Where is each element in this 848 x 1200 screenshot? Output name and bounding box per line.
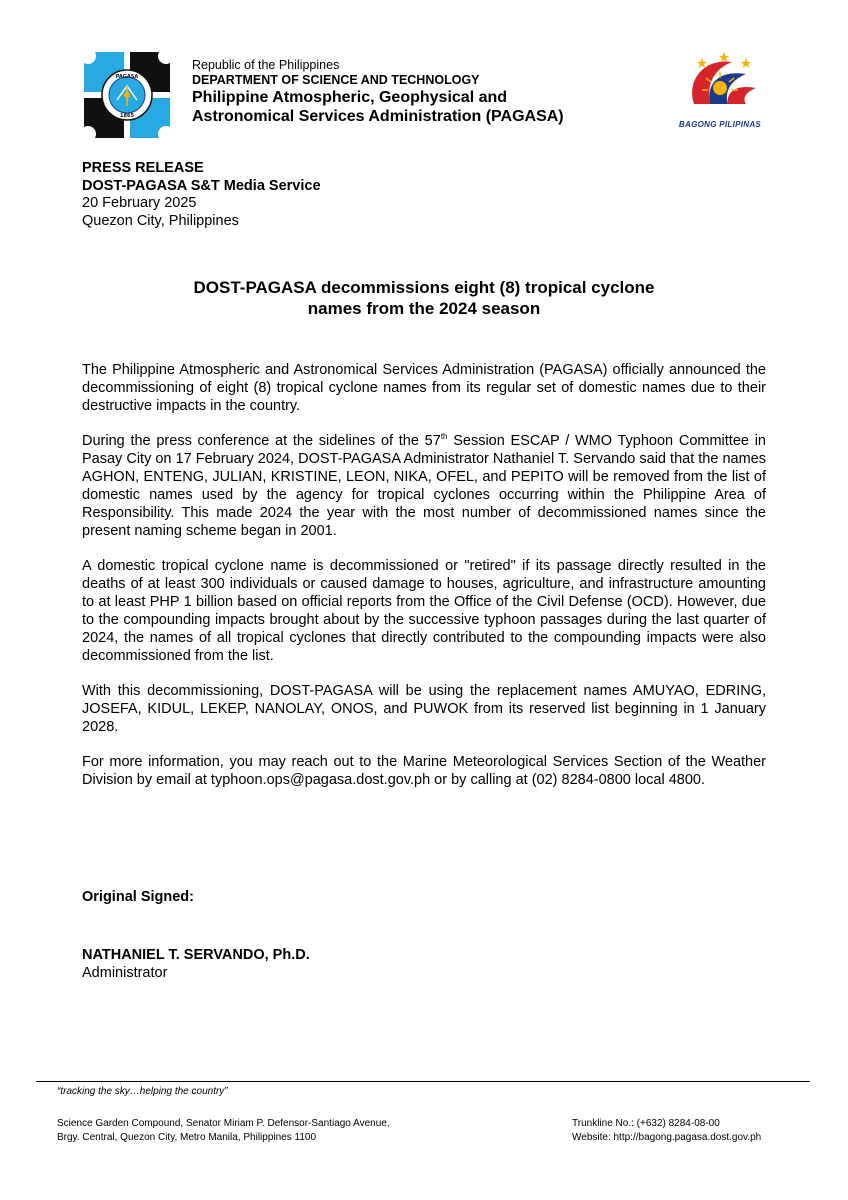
bagong-pilipinas-label: BAGONG PILIPINAS (678, 120, 762, 129)
seal-text-top: PAGASA (115, 74, 139, 80)
release-place: Quezon City, Philippines (82, 212, 239, 229)
footer-divider (36, 1081, 810, 1082)
footer-contact (572, 1117, 761, 1144)
paragraph-4: With this decommissioning, DOST-PAGASA will be using the replacement names AMUYAO, EDRING, JOSEFA, KIDUL, LEKEP, NANOLAY, ONOS, and PUWOK from its reserved list beginning in 1 January 2028. (82, 683, 766, 735)
agency-name-line2: Astronomical Services Administration (PAGASA) (192, 108, 564, 125)
headline-line2: names from the 2024 season (307, 299, 541, 318)
pagasa-seal-icon (80, 48, 174, 142)
signatory-position: Administrator (82, 965, 168, 981)
paragraph-2 (82, 432, 766, 540)
paragraph-2-start: During the press conference at the sidelines of the 57 (82, 433, 441, 449)
footer-tagline: “tracking the sky…helping the country” (57, 1086, 228, 1097)
bagong-pilipinas-logo-icon (676, 48, 766, 114)
press-release-label: PRESS RELEASE (82, 160, 204, 176)
trunkline-label: Trunkline No.: (+632) 8284-08-00 (572, 1118, 720, 1129)
media-service-label: DOST-PAGASA S&T Media Service (82, 177, 321, 194)
website-label: Website: http://bagong.pagasa.dost.gov.ph (572, 1131, 762, 1143)
paragraph-2-rest: Session ESCAP / WMO Typhoon Committee in Pasay City on 17 February 2024, DOST-PAGASA Administrator Nathaniel T. Servando said that the names AGHON, ENTENG, JULIAN, KRISTINE, LEON, NIKA, OFEL, and PEPITO will be removed from the list of domestic names used by the agency for tropical cyclones occurring within the Philippine Area of Responsibility. This made 2024 the year with the most number of decommissioned names since the present naming scheme began in 2001. (82, 433, 766, 539)
paragraph-5: For more information, you may reach out to the Marine Meteorological Services Section of the Weather Division by email at typhoon.ops@pagasa.dost.gov.ph or by calling at (02) 8284-0800 local 4800. (82, 754, 766, 788)
department-label: DEPARTMENT OF SCIENCE AND TECHNOLOGY (192, 73, 480, 87)
signatory-name: NATHANIEL T. SERVANDO, Ph.D. (82, 947, 310, 963)
seal-text-year: 1865 (120, 113, 134, 119)
address-line1: Science Garden Compound, Senator Miriam P. Defensor-Santiago Avenue, (57, 1118, 390, 1129)
paragraph-1: The Philippine Atmospheric and Astronomical Services Administration (PAGASA) officially announced the decommissioning of eight (8) tropical cyclone names from its regular set of domestic names due to their destructive impacts in the country. (82, 362, 766, 414)
agency-name-line1: Philippine Atmospheric, Geophysical and (192, 89, 508, 106)
headline-line1: DOST-PAGASA decommissions eight (8) tropical cyclone (193, 278, 655, 297)
agency-heading (192, 58, 652, 126)
release-date: 20 February 2025 (82, 195, 197, 211)
release-meta (82, 160, 321, 230)
republic-label: Republic of the Philippines (192, 58, 340, 72)
ordinal-suffix: th (440, 432, 448, 442)
article-body (82, 361, 766, 806)
headline (100, 277, 748, 319)
original-signed-label: Original Signed: (82, 889, 194, 905)
address-line2: Brgy. Central, Quezon City, Metro Manila, Philippines 1100 (57, 1131, 317, 1143)
footer-address (57, 1117, 390, 1144)
paragraph-3: A domestic tropical cyclone name is decommissioned or "retired" if its passage directly resulted in the deaths of at least 300 individuals or caused damage to houses, agriculture, and infrastructure amounting to at least PHP 1 billion based on official reports from the Office of the Civil Defense (OCD). However, due to the compounding impacts brought about by the successive typhoon passages during the last quarter of 2024, the names of all tropical cyclones that directly contributed to the compounding impacts were also decommissioned from the list. (82, 558, 766, 664)
